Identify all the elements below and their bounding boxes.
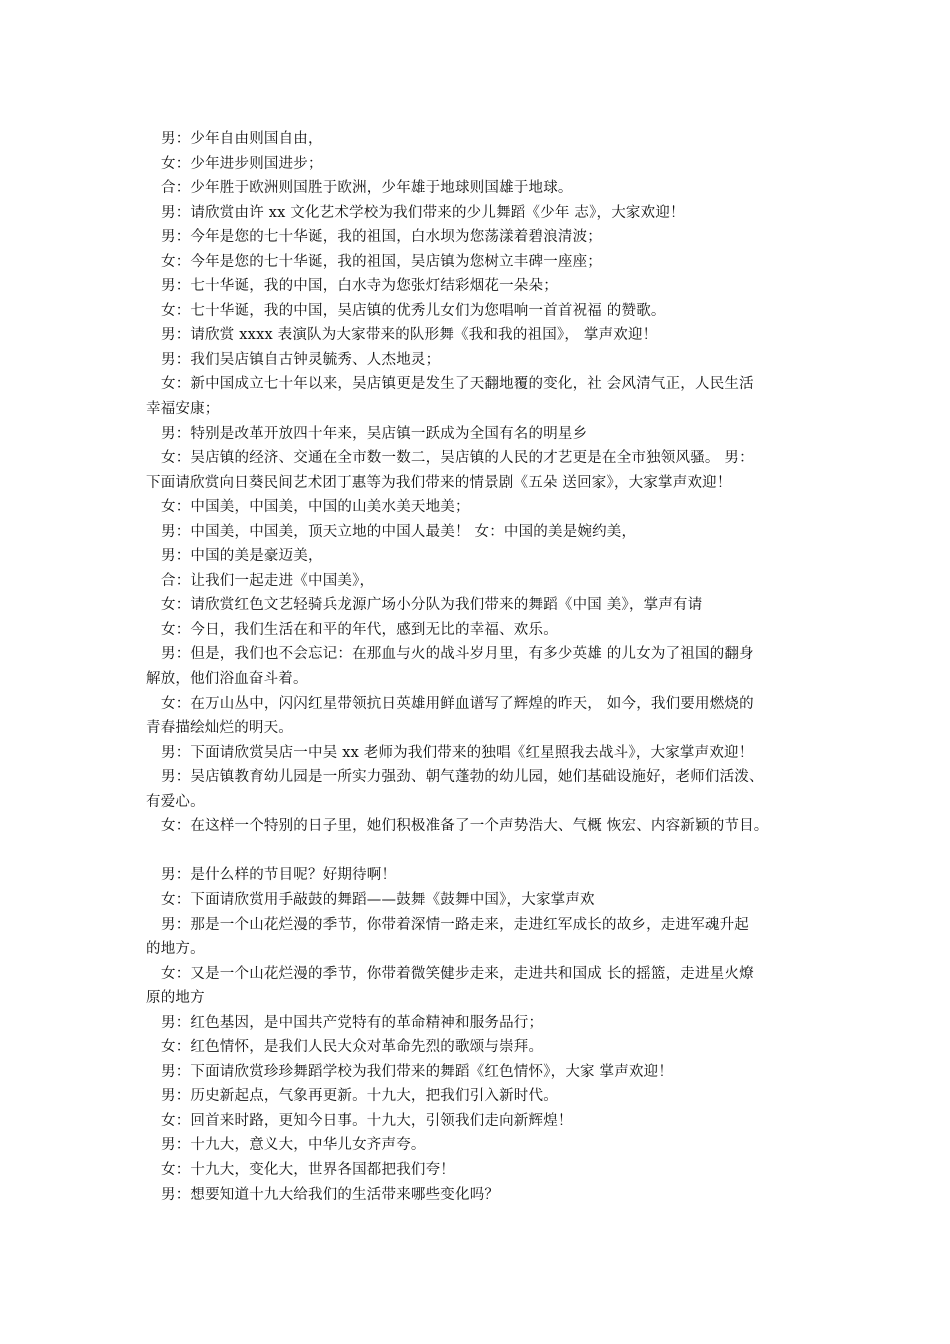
script-line: 男：今年是您的七十华诞，我的祖国，白水坝为您荡漾着碧浪清波； — [161, 229, 602, 246]
script-line: 女：在万山丛中，闪闪红星带领抗日英雄用鲜血谱写了辉煌的昨天， 如今，我们要用燃烧的 — [161, 695, 754, 712]
script-line: 男：少年自由则国自由， — [161, 131, 323, 147]
script-line-continuation: 有爱心。 — [146, 793, 205, 810]
script-line: 女：请欣赏红色文艺轻骑兵龙源广场小分队为我们带来的舞蹈《中国 美》，掌声有请 — [161, 597, 703, 614]
script-line: 男：十九大，意义大，中华儿女齐声夸。 — [161, 1137, 426, 1154]
script-line: 女：十九大，变化大，世界各国都把我们夸！ — [161, 1161, 455, 1178]
script-line: 女：吴店镇的经济、交通在全市数一数二，吴店镇的人民的才艺更是在全市独领风骚。 男： — [161, 450, 754, 467]
script-line-continuation: 的地方。 — [146, 941, 205, 958]
script-line-continuation: 解放，他们浴血奋斗着。 — [146, 671, 308, 688]
script-line: 男：红色基因，是中国共产党特有的革命精神和服务品行； — [161, 1014, 544, 1031]
script-line: 男：中国美，中国美，顶天立地的中国人最美！ 女：中国的美是婉约美， — [161, 523, 637, 540]
script-line: 女：中国美，中国美，中国的山美水美天地美； — [161, 499, 470, 516]
script-line: 男：历史新起点，气象再更新。十九大，把我们引入新时代。 — [161, 1088, 558, 1105]
script-line: 女：红色情怀，是我们人民大众对革命先烈的歌颂与崇拜。 — [161, 1039, 544, 1056]
script-line: 男：那是一个山花烂漫的季节，你带着深情一路走来，走进红军成长的故乡，走进军魂升起 — [161, 916, 749, 933]
script-line: 女：今日，我们生活在和平的年代，感到无比的幸福、欢乐。 — [161, 621, 558, 638]
script-line: 男：七十华诞，我的中国，白水寺为您张灯结彩烟花一朵朵； — [161, 278, 558, 295]
script-line: 女：下面请欣赏用手敲鼓的舞蹈——鼓舞《鼓舞中国》，大家掌声欢 — [161, 891, 595, 908]
script-line: 合：让我们一起走进《中国美》， — [161, 572, 375, 589]
script-line: 女：在这样一个特别的日子里，她们积极准备了一个声势浩大、气概 恢宏、内容新颖的节目。 — [161, 818, 769, 835]
script-line: 女：少年进步则国进步； — [161, 155, 323, 172]
script-line: 合：少年胜于欧洲则国胜于欧洲，少年雄于地球则国雄于地球。 — [161, 180, 573, 197]
script-line: 女：回首来时路，更知今日事。十九大，引领我们走向新辉煌！ — [161, 1112, 573, 1129]
script-line: 男：中国的美是豪迈美， — [161, 548, 323, 565]
script-line: 女：七十华诞，我的中国，吴店镇的优秀儿女们为您唱响一首首祝福 的赞歌。 — [161, 302, 666, 319]
script-line: 男：请欣赏由许 xx 文化艺术学校为我们带来的少儿舞蹈《少年 志》，大家欢迎！ — [161, 204, 685, 221]
script-line: 女：新中国成立七十年以来，吴店镇更是发生了天翻地覆的变化，社 会风清气正，人民生活 — [161, 376, 754, 393]
script-line: 男：想要知道十九大给我们的生活带来哪些变化吗？ — [161, 1186, 500, 1203]
script-line: 男：下面请欣赏吴店一中吴 xx 老师为我们带来的独唱《红星照我去战斗》，大家掌声欢迎！ — [161, 744, 754, 761]
script-line: 男：下面请欣赏珍珍舞蹈学校为我们带来的舞蹈《红色情怀》，大家 掌声欢迎！ — [161, 1063, 674, 1080]
script-line: 女：今年是您的七十华诞，我的祖国，吴店镇为您树立丰碑一座座； — [161, 253, 602, 270]
script-line: 男：吴店镇教育幼儿园是一所实力强劲、朝气蓬勃的幼儿园，她们基础设施好，老师们活泼、 — [161, 769, 764, 786]
script-line: 男：是什么样的节目呢？好期待啊！ — [161, 867, 397, 884]
script-body — [146, 127, 826, 1207]
blank-line — [146, 839, 826, 864]
script-line-continuation: 幸福安康； — [146, 401, 220, 418]
script-line: 男：特别是改革开放四十年来，吴店镇一跃成为全国有名的明星乡 — [161, 425, 588, 442]
script-line-continuation: 青春描绘灿烂的明天。 — [146, 720, 293, 737]
script-line-continuation: 下面请欣赏向日葵民间艺术团丁惠等为我们带来的情景剧《五朵 送回家》，大家掌声欢迎！ — [146, 474, 732, 491]
script-line: 男：我们吴店镇自古钟灵毓秀、人杰地灵； — [161, 351, 441, 368]
script-line: 女：又是一个山花烂漫的季节，你带着微笑健步走来，走进共和国成 长的摇篮，走进星火燎 — [161, 965, 754, 982]
script-line-continuation: 原的地方 — [146, 990, 205, 1007]
script-line: 男：但是，我们也不会忘记：在那血与火的战斗岁月里，有多少英雄 的儿女为了祖国的翻身 — [161, 646, 754, 663]
script-line: 男：请欣赏 xxxx 表演队为大家带来的队形舞《我和我的祖国》， 掌声欢迎！ — [161, 327, 658, 344]
